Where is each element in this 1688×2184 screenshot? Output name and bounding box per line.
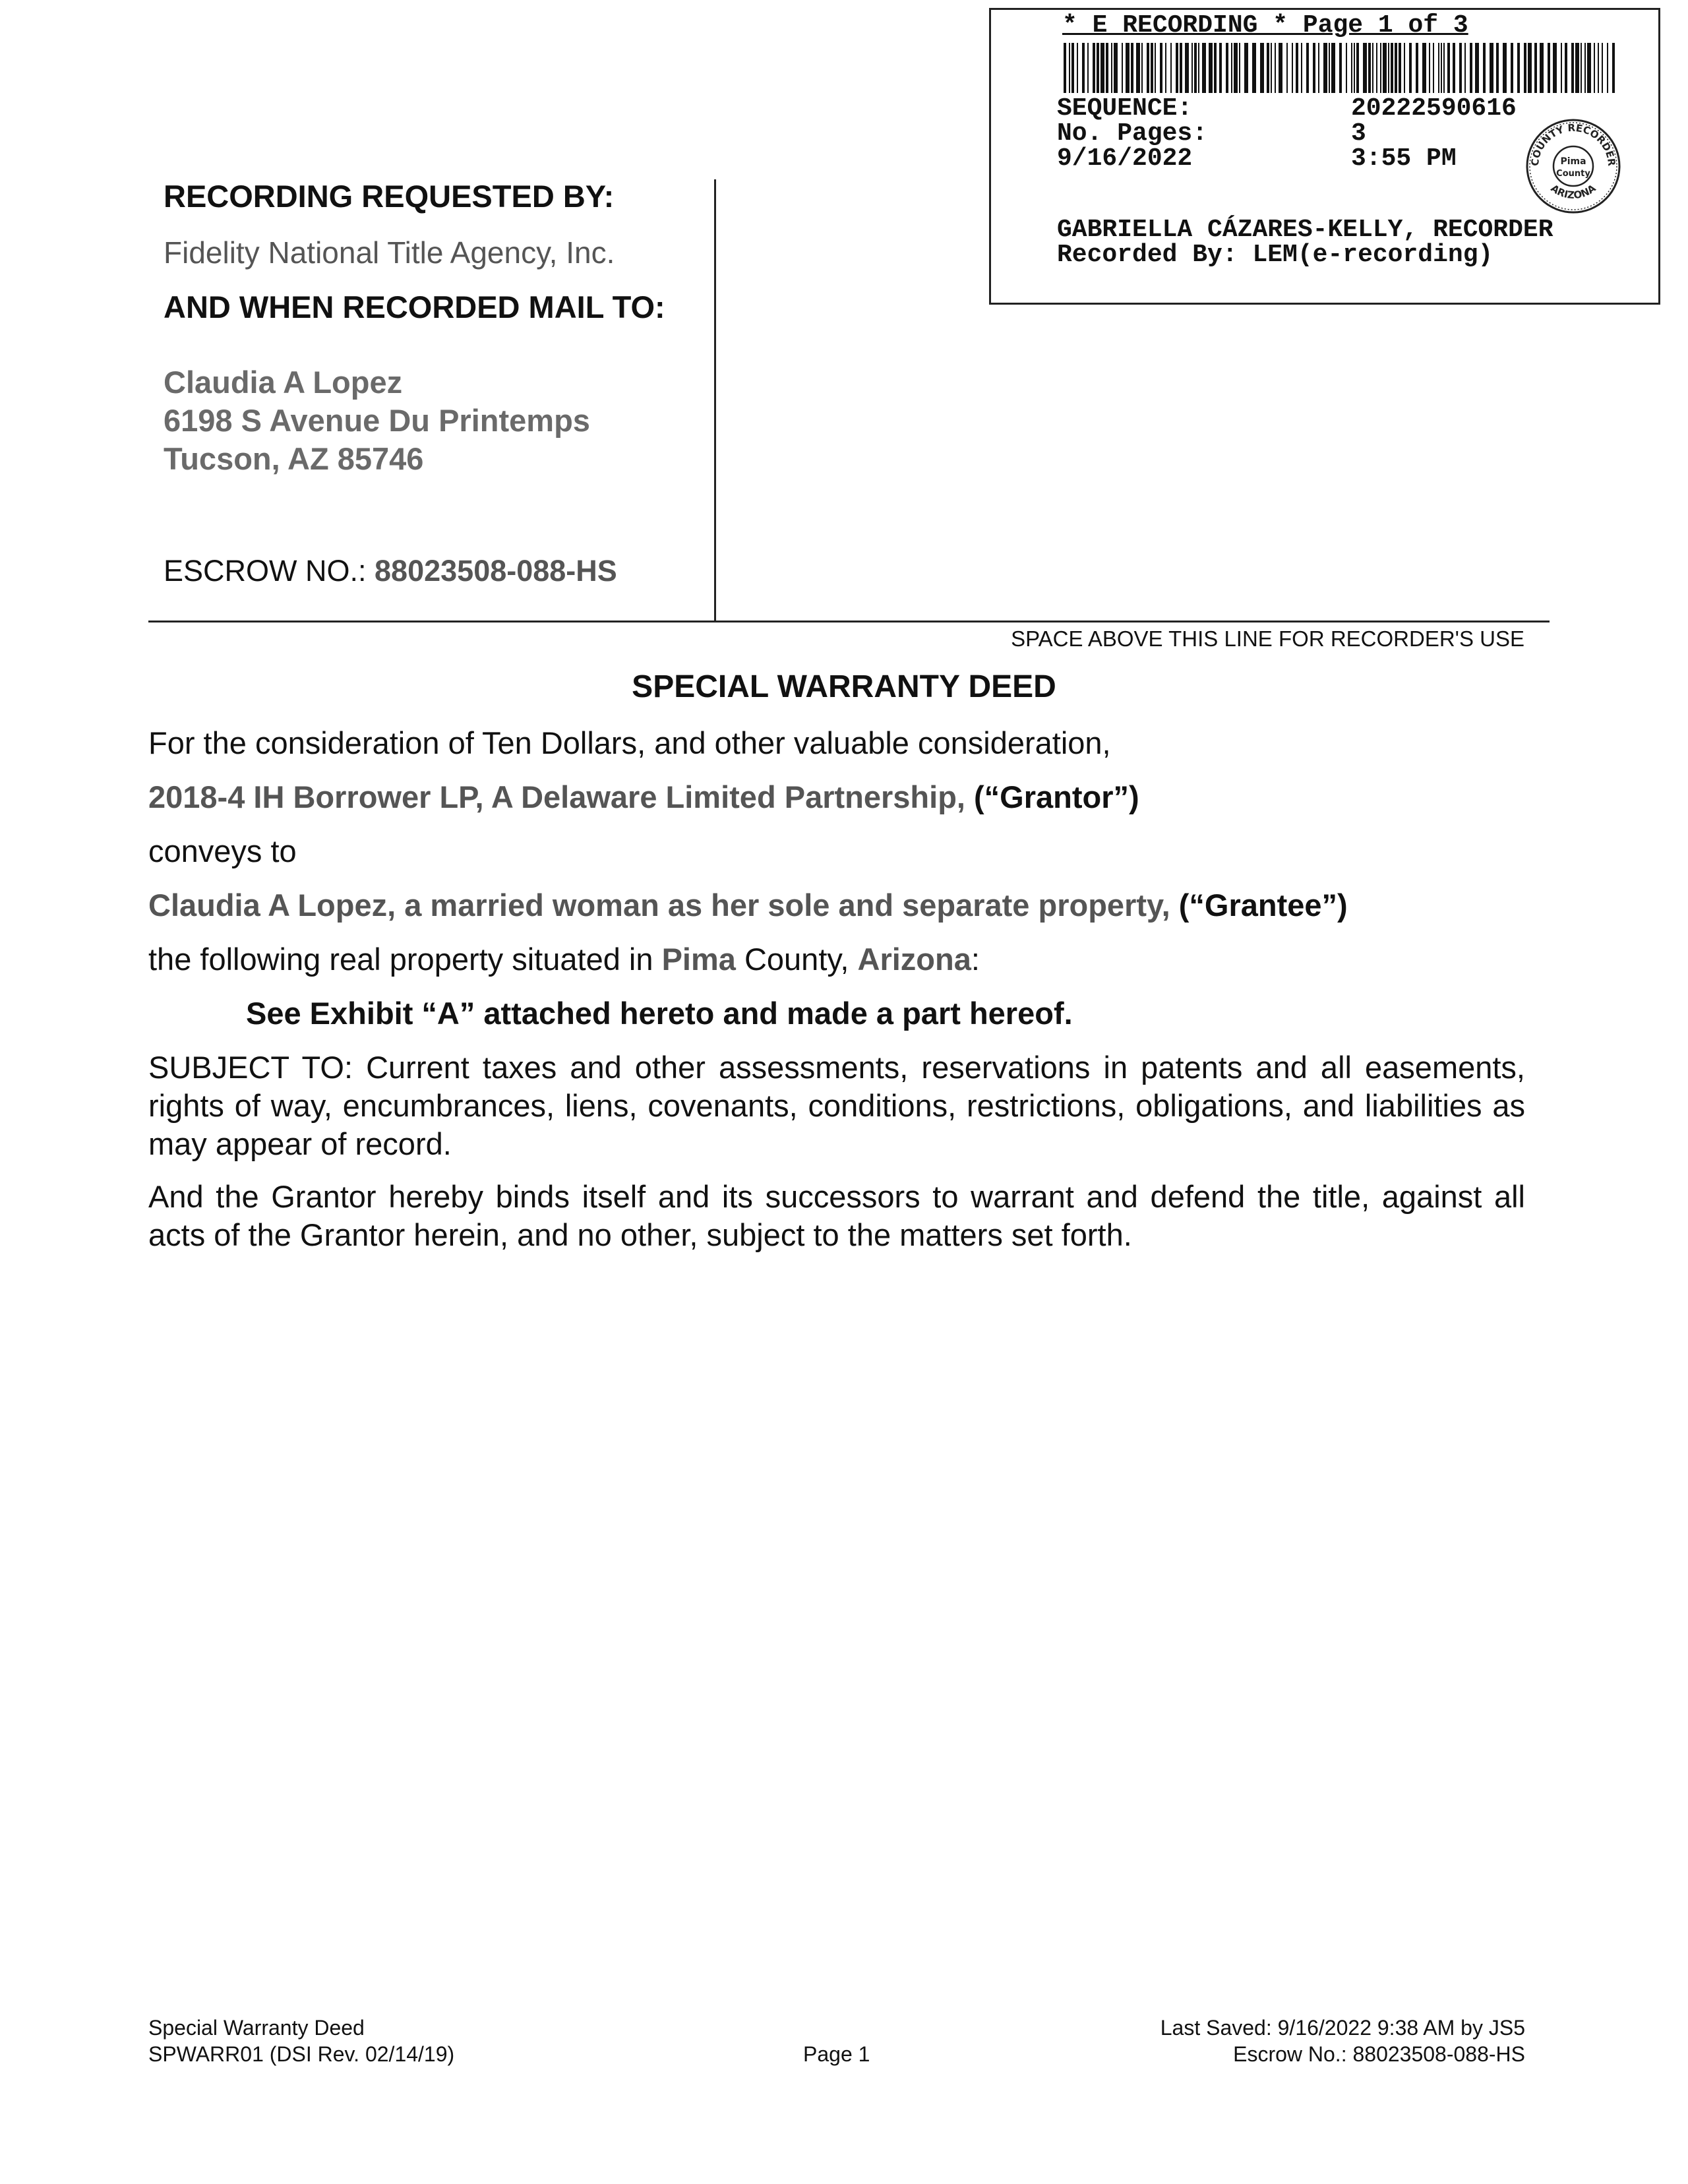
barcode-bar — [1194, 43, 1197, 93]
barcode-bar — [1404, 43, 1405, 93]
barcode-bar — [1561, 43, 1562, 93]
mail-city: Tucson, AZ 85746 — [164, 441, 424, 476]
barcode-bar — [1433, 43, 1434, 93]
barcode-bar — [1131, 43, 1133, 93]
barcode-bar — [1475, 43, 1479, 93]
barcode-bar — [1077, 43, 1078, 93]
barcode-bar — [1231, 43, 1232, 93]
barcode-bar — [1524, 43, 1526, 93]
barcode-bar — [1587, 43, 1591, 93]
barcode-bar — [1313, 43, 1315, 93]
barcode-bar — [1443, 43, 1445, 93]
barcode-bar — [1607, 43, 1608, 93]
recorder-name: GABRIELLA CÁZARES-KELLY, RECORDER — [1057, 216, 1553, 244]
barcode-bar — [1464, 43, 1466, 93]
state-name: Arizona — [857, 942, 971, 977]
barcode-bar — [1202, 43, 1206, 93]
pages-label: No. Pages: — [1057, 119, 1208, 148]
escrow-value: 88023508-088-HS — [375, 554, 617, 588]
recorder-use-note: SPACE ABOVE THIS LINE FOR RECORDER'S USE — [1011, 626, 1524, 651]
warranty-paragraph: And the Grantor hereby binds itself and its successors to warrant and defend the title, against all acts of the Grantor herein, and no other, subject to the matters set forth. — [148, 1179, 1525, 1252]
barcode-bar — [1155, 43, 1156, 93]
barcode-bar — [1429, 43, 1430, 93]
barcode-bar — [1388, 43, 1389, 93]
barcode-bar — [1490, 43, 1493, 93]
barcode-bar — [1252, 43, 1256, 93]
barcode-bar — [1151, 43, 1153, 93]
barcode-bar — [1598, 43, 1599, 93]
stamp-header: * E RECORDING * Page 1 of 3 — [1062, 11, 1468, 40]
barcode-bar — [1114, 43, 1118, 93]
barcode-bar — [1318, 43, 1319, 93]
barcode-bar — [1399, 43, 1401, 93]
consideration-line: For the consideration of Ten Dollars, and other valuable consideration, — [148, 725, 1111, 760]
escrow-line — [164, 554, 617, 588]
sequence-value: 20222590616 — [1351, 94, 1517, 123]
barcode-bar — [1351, 43, 1352, 93]
mail-name: Claudia A Lopez — [164, 365, 403, 400]
exhibit-reference: See Exhibit “A” attached hereto and made a part hereof. — [246, 996, 1073, 1031]
mail-street: 6198 S Avenue Du Printemps — [164, 403, 590, 438]
barcode-bar — [1147, 43, 1149, 93]
sequence-label: SEQUENCE: — [1057, 94, 1193, 123]
barcode-bar — [1082, 43, 1085, 93]
barcode-bar — [1244, 43, 1248, 93]
property-line — [148, 940, 980, 979]
county-name: Pima — [661, 942, 736, 977]
barcode-bar — [1329, 43, 1330, 93]
county-suffix: County, — [735, 942, 858, 977]
requested-by-name: Fidelity National Title Agency, Inc. — [164, 235, 615, 270]
barcode-bar — [1292, 43, 1293, 93]
barcode-bar — [1260, 43, 1264, 93]
barcode-bar — [1503, 43, 1507, 93]
footer-left — [148, 2015, 454, 2067]
escrow-label: ESCROW NO.: — [164, 554, 367, 588]
barcode-bar — [1301, 43, 1302, 93]
barcode-bar — [1447, 43, 1450, 93]
barcode-bar — [1571, 43, 1574, 93]
barcode-bar — [1165, 43, 1166, 93]
barcode-bar — [1226, 43, 1228, 93]
footer-doc-name: Special Warranty Deed — [148, 2016, 365, 2040]
recorder-line — [148, 621, 1550, 622]
svg-text:ARIZONA — [1549, 182, 1598, 201]
barcode-bar — [1126, 43, 1130, 93]
barcode-bar — [1185, 43, 1189, 93]
barcode-bar — [1271, 43, 1272, 93]
barcode-bar — [1602, 43, 1603, 93]
seal-outer-top: COUNTY RECORDER — [1528, 121, 1618, 167]
barcode-bar — [1170, 43, 1172, 93]
barcode-bar — [1111, 43, 1112, 93]
barcode-bar — [1391, 43, 1393, 93]
grantor-line — [148, 778, 1139, 816]
barcode-bar — [1441, 43, 1442, 93]
record-date: 9/16/2022 — [1057, 144, 1193, 173]
grantor-name: 2018-4 IH Borrower LP, A Delaware Limited Partnership, — [148, 779, 965, 814]
grantee-line — [148, 886, 1348, 925]
barcode-bar — [1470, 43, 1472, 93]
barcode-bar — [1219, 43, 1222, 93]
barcode-bar — [1064, 43, 1066, 93]
barcode-bar — [1612, 43, 1615, 93]
barcode-bar — [1176, 43, 1178, 93]
barcode-bar — [1584, 43, 1586, 93]
barcode-bar — [1383, 43, 1387, 93]
barcode-bar — [1136, 43, 1140, 93]
barcode-bar — [1100, 43, 1104, 93]
footer-escrow: Escrow No.: 88023508-088-HS — [1233, 2042, 1525, 2066]
county-recorder-seal-icon — [1524, 117, 1623, 216]
barcode-bar — [1097, 43, 1099, 93]
pages-value: 3 — [1351, 119, 1366, 148]
barcode-bar — [1553, 43, 1557, 93]
barcode-bar — [1267, 43, 1269, 93]
barcode-bar — [1416, 43, 1418, 93]
barcode-bar — [1209, 43, 1213, 93]
barcode-bar — [1534, 43, 1537, 93]
barcode-bar — [1372, 43, 1373, 93]
barcode-bar — [1346, 43, 1347, 93]
footer-form-code: SPWARR01 (DSI Rev. 02/14/19) — [148, 2042, 455, 2066]
barcode-bar — [1380, 43, 1381, 93]
barcode-bar — [1422, 43, 1426, 93]
barcode-bar — [1296, 43, 1298, 93]
barcode-bar — [1093, 43, 1095, 93]
barcode-bar — [1438, 43, 1439, 93]
barcode-bar — [1540, 43, 1544, 93]
record-time: 3:55 PM — [1351, 144, 1457, 173]
mail-to-label: AND WHEN RECORDED MAIL TO: — [164, 289, 665, 324]
barcode-bar — [1180, 43, 1182, 93]
barcode-bar — [1528, 43, 1532, 93]
barcode-bar — [1453, 43, 1455, 93]
seal-outer-bottom: ARIZONA — [1548, 182, 1598, 202]
deed-title: SPECIAL WARRANTY DEED — [632, 669, 1056, 704]
barcode-bar — [1496, 43, 1499, 93]
grantee-name: Claudia A Lopez, a married woman as her sole and separate property, — [148, 888, 1170, 923]
seal-inner-2: County — [1556, 169, 1590, 179]
barcode-bar — [1594, 43, 1595, 93]
barcode-bar — [1323, 43, 1327, 93]
recorder-stamp — [989, 8, 1660, 305]
barcode-bar — [1395, 43, 1397, 93]
requested-by-label: RECORDING REQUESTED BY: — [164, 179, 615, 214]
footer-last-saved: Last Saved: 9/16/2022 9:38 AM by JS5 — [1160, 2016, 1525, 2040]
vertical-divider — [714, 179, 716, 621]
barcode-bar — [1087, 43, 1089, 93]
barcode-bar — [1376, 43, 1377, 93]
barcode-bar — [1331, 43, 1335, 93]
barcode-bar — [1141, 43, 1143, 93]
barcode-bar — [1239, 43, 1240, 93]
barcode-bar — [1122, 43, 1123, 93]
barcode-bar — [1565, 43, 1567, 93]
barcode-bar — [1575, 43, 1579, 93]
grantee-tag: (“Grantee”) — [1170, 888, 1348, 923]
footer-right — [1160, 2015, 1525, 2067]
barcode-bar — [1517, 43, 1520, 93]
state-suffix: : — [971, 942, 980, 977]
barcode — [1064, 43, 1617, 93]
barcode-bar — [1160, 43, 1162, 93]
barcode-bar — [1279, 43, 1282, 93]
barcode-bar — [1214, 43, 1217, 93]
barcode-bar — [1354, 43, 1355, 93]
barcode-bar — [1069, 43, 1070, 93]
barcode-bar — [1483, 43, 1486, 93]
barcode-bar — [1581, 43, 1582, 93]
conveys-line: conveys to — [148, 834, 297, 868]
barcode-bar — [1198, 43, 1199, 93]
footer-page: Page 1 — [803, 2042, 870, 2066]
barcode-bar — [1363, 43, 1367, 93]
barcode-bar — [1339, 43, 1342, 93]
barcode-bar — [1071, 43, 1074, 93]
barcode-bar — [1368, 43, 1371, 93]
barcode-bar — [1356, 43, 1359, 93]
property-prefix: the following real property situated in — [148, 942, 662, 977]
barcode-bar — [1286, 43, 1288, 93]
barcode-bar — [1306, 43, 1309, 93]
seal-inner-1: Pima — [1560, 156, 1586, 167]
recorded-by: Recorded By: LEM(e-recording) — [1057, 241, 1493, 269]
barcode-bar — [1548, 43, 1550, 93]
barcode-bar — [1459, 43, 1462, 93]
barcode-bar — [1106, 43, 1108, 93]
barcode-bar — [1275, 43, 1276, 93]
subject-to-paragraph: SUBJECT TO: Current taxes and other assessments, reservations in patents and all easements, rights of way, encumbrances, liens, covenants, conditions, restrictions, obligations, and liabilities as may appear of record. — [148, 1050, 1525, 1161]
barcode-bar — [1511, 43, 1513, 93]
barcode-bar — [1191, 43, 1193, 93]
grantor-tag: (“Grantor”) — [965, 779, 1139, 814]
barcode-bar — [1409, 43, 1412, 93]
barcode-bar — [1234, 43, 1238, 93]
